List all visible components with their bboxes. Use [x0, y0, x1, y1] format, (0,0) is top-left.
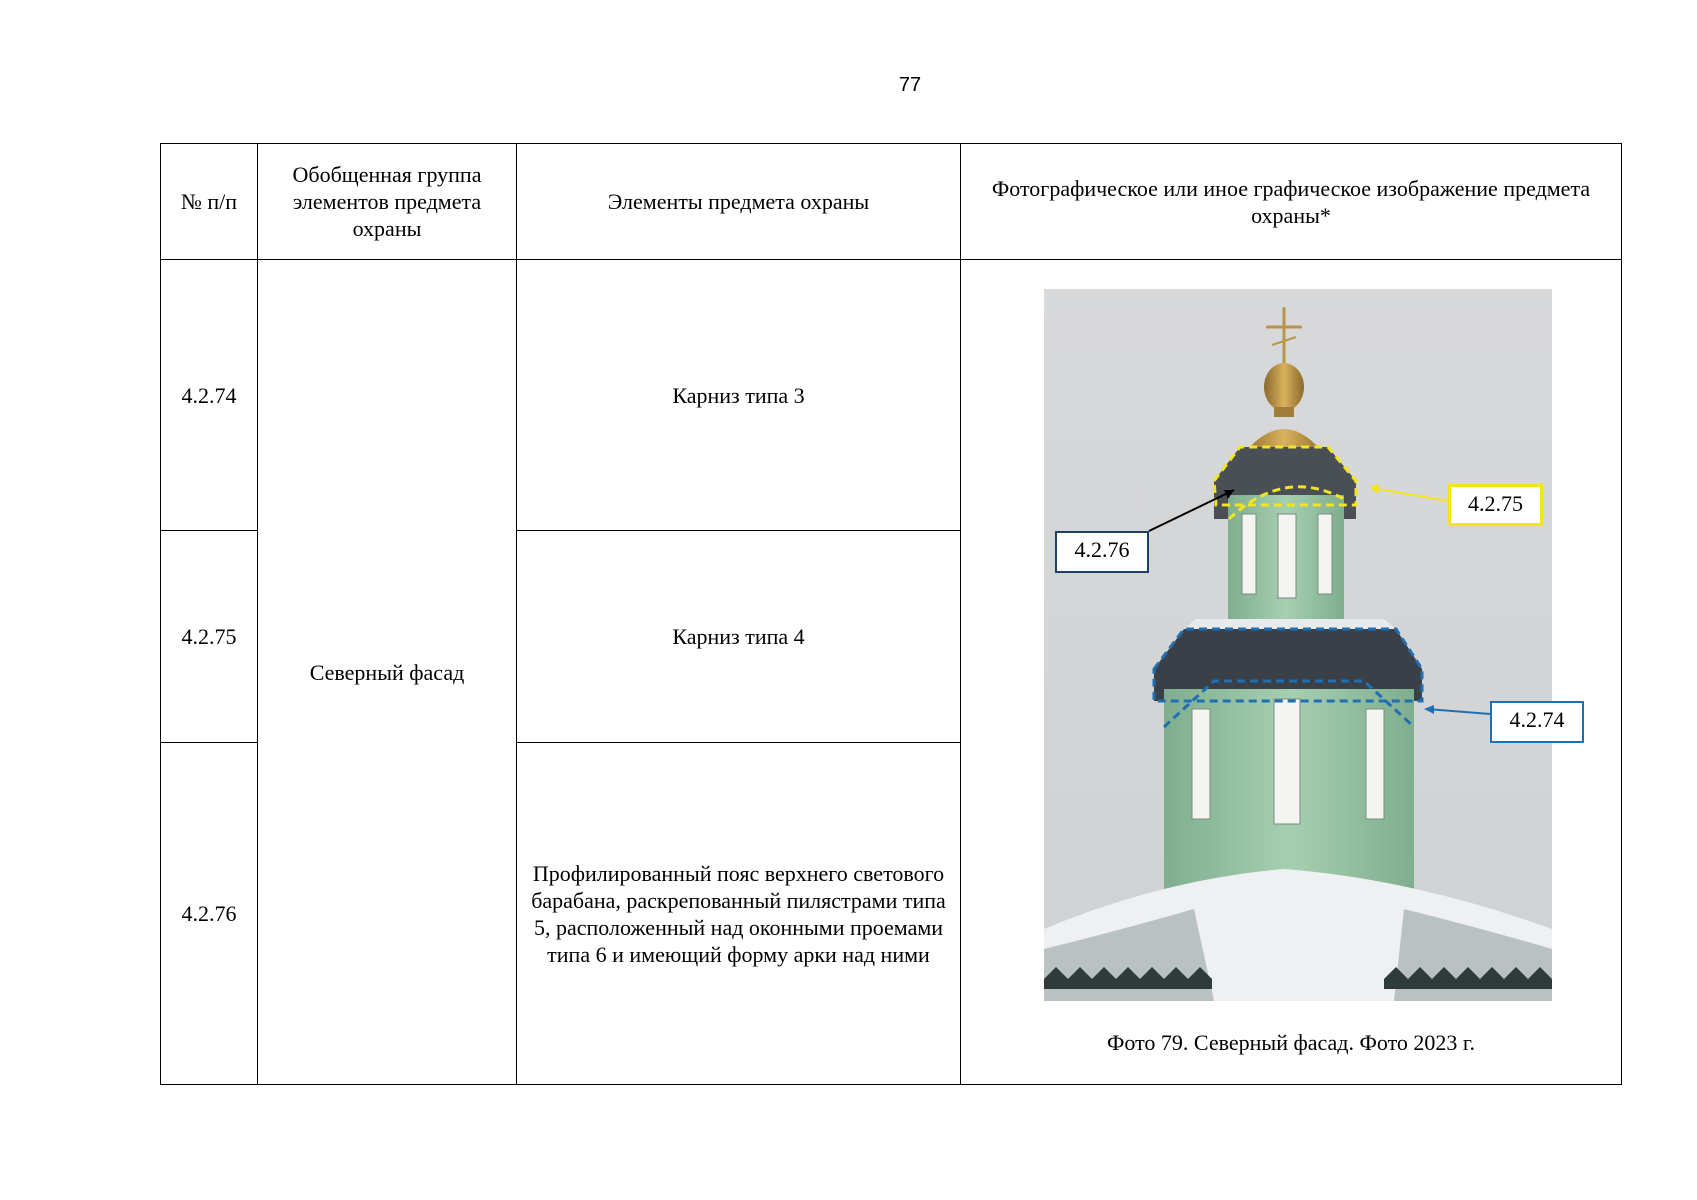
row-num: 4.2.75: [161, 531, 258, 743]
table-header-row: [161, 144, 1622, 260]
callout-leaders: [969, 261, 1630, 1083]
row-num: 4.2.76: [161, 743, 258, 1085]
callout-4-2-74: 4.2.74: [1490, 701, 1584, 743]
header-elements: Элементы предмета охраны: [517, 144, 961, 260]
table-row: [161, 260, 1622, 531]
photo-caption: Фото 79. Северный фасад. Фото 2023 г.: [1107, 1030, 1475, 1055]
row-element: Карниз типа 4: [517, 531, 961, 743]
callout-4-2-76: 4.2.76: [1055, 531, 1149, 573]
row-element: Профилированный пояс верхнего светового барабана, раскрепованный пилястрами типа 5, расположенный над оконными проемами типа 6 и имеющий форму арки над ними: [517, 743, 961, 1085]
photo-wrap: [969, 261, 1613, 1083]
header-num: № п/п: [161, 144, 258, 260]
page-number: 77: [898, 74, 922, 96]
photo-cell: [961, 260, 1622, 1085]
callout-4-2-75: 4.2.75: [1448, 484, 1543, 526]
group-cell: Северный фасад: [258, 260, 517, 1085]
row-num: 4.2.74: [161, 260, 258, 531]
row-element: Карниз типа 3: [517, 260, 961, 531]
protection-table: [160, 143, 1622, 1085]
header-group: Обобщенная группа элементов предмета охраны: [258, 144, 517, 260]
header-image: Фотографическое или иное графическое изображение предмета охраны*: [961, 144, 1622, 260]
